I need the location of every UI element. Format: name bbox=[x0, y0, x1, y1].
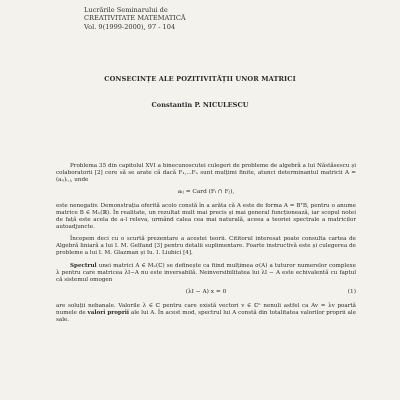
equation bbox=[56, 289, 356, 296]
paragraph-text: unei matrici A ∈ Mₙ(ℂ) se definește ca fiind mulțimea σ(A) a tuturor numerelor complexe λ pentru care matricea λI−A nu este inversabilă. Neinversibilitatea lui λI − A este echivalentă cu faptul că sistemul omogen bbox=[56, 262, 356, 283]
paragraph-text: ale lui A. În acest mod, spectrul lui A constă din totalitatea valorilor proprii ale sale. bbox=[56, 310, 357, 324]
journal-header-line: Lucrările Seminarului de bbox=[84, 6, 168, 14]
paragraph-text: Începem deci cu o scurtă prezentare a acestei teorii. Cititorul interesat poate consulta cartea de Algebră liniară a lui I. M. Gelfand [3] pentru detalii suplimentare. Foarte instructivă este și culegerea de probleme a lui I. M. Glazman și Iu. I. Liubici [4]. bbox=[56, 236, 356, 257]
paragraph bbox=[56, 303, 356, 324]
term-eigenvalues: valori proprii bbox=[87, 310, 130, 317]
equation-number: (1) bbox=[347, 289, 356, 296]
paragraph bbox=[56, 263, 356, 284]
paper-title: CONSECINȚE ALE POZITIVITĂȚII UNOR MATRICI bbox=[104, 75, 296, 83]
paper-body bbox=[56, 163, 356, 330]
term-spectrum: Spectrul bbox=[70, 262, 97, 269]
paragraph-text: are soluții nebanale. Valorile λ ∈ ℂ pentru care există vectori v ∈ ℂⁿ nenuli astfel ca Av = λv poartă numele de bbox=[56, 303, 356, 317]
paragraph bbox=[56, 236, 356, 257]
formula: aᵢⱼ = Card (Fᵢ ∩ Fⱼ), bbox=[177, 189, 235, 196]
journal-header bbox=[84, 6, 186, 31]
paragraph-text: Problema 35 din capitolul XVI a binecunoscutei culegeri de probleme de algebră a lui Năstăsescu și colaboratorii [2] cere să se arate că dacă F₁,...Fₙ sunt mulțimi finite, atunci determinantul matricii A = (aᵢⱼ)ᵢ,ⱼ, unde bbox=[56, 163, 356, 184]
paragraph: este nenegativ. Demonstrația oferită acolo constă în a arăta că A este de forma A = BᵀB, pentru o anume matrice B ∈ Mₙ(ℝ). În realitate, un rezultat mult mai precis și mai general funcționează, iar scopul notei de față este acela de a-l releva, urmând calea cea mai naturală, aceea a teoriei spectrale a matricilor autoadjuncte. bbox=[56, 202, 356, 230]
journal-header-line: CREATIVITATE MATEMATICĂ bbox=[84, 14, 186, 23]
equation-text: (λI − A) x = 0 bbox=[185, 289, 227, 296]
paragraph bbox=[56, 163, 356, 184]
journal-header-line: Vol. 9(1999-2000), 97 - 104 bbox=[84, 22, 176, 31]
paper-author: Constantin P. NICULESCU bbox=[151, 101, 249, 109]
